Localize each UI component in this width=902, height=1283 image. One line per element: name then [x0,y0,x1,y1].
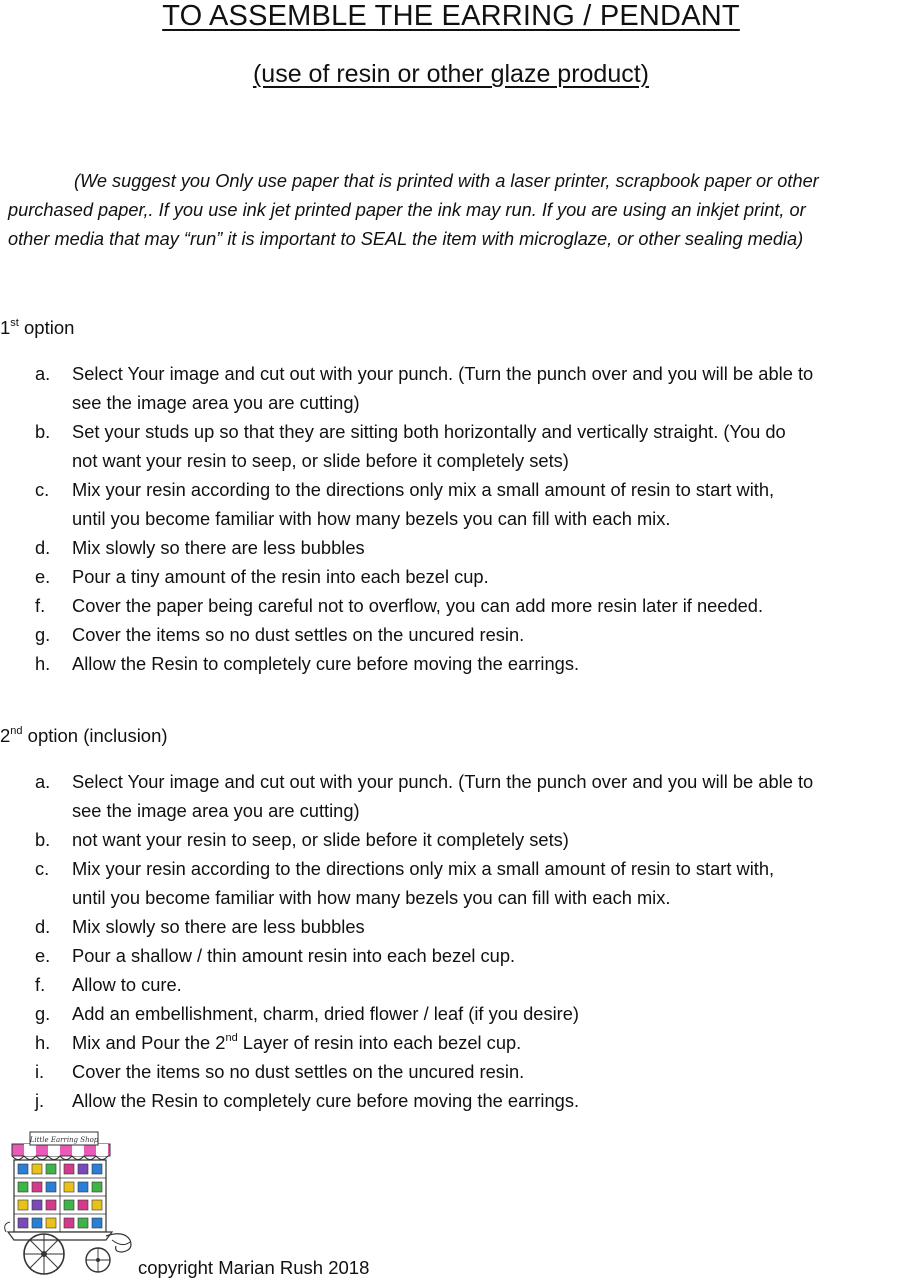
step-marker: e. [35,566,51,587]
list-item [0,1028,902,1057]
step-text: Mix your resin according to the directions only mix a small amount of resin to start with, [72,858,775,879]
step-marker: j. [35,1090,45,1111]
step-text: Allow the Resin to completely cure before moving the earrings. [72,653,580,674]
step-text: not want your resin to seep, or slide before it completely sets) [72,829,569,850]
note-line: (We suggest you Only use paper that is printed with a laser printer, scrapbook paper or other [74,171,819,191]
list-item [0,359,902,417]
copyright-notice: copyright Marian Rush 2018 [138,1257,370,1278]
step-marker: i. [35,1061,45,1082]
option-1-ordinal: st [10,317,19,329]
step-marker: e. [35,945,51,966]
list-item [0,1057,902,1086]
step-ordinal: nd [225,1032,238,1044]
step-marker: b. [35,829,51,850]
step-text: Allow to cure. [72,974,182,995]
list-item [0,999,902,1028]
list-item [0,1086,902,1115]
step-text: until you become familiar with how many bezels you can fill with each mix. [72,508,671,529]
option-2-ordinal: nd [10,725,23,737]
step-text-part: Layer of resin into each bezel cup. [237,1032,522,1053]
option-2-steps [0,767,902,1115]
option-1-heading [0,317,74,339]
step-text: see the image area you are cutting) [72,800,360,821]
step-text: Set your studs up so that they are sitting both horizontally and vertically straight. (You do [72,421,786,442]
step-text: Mix your resin according to the directions only mix a small amount of resin to start with, [72,479,775,500]
step-text: Pour a shallow / thin amount resin into each bezel cup. [72,945,516,966]
list-item [0,912,902,941]
list-item [0,767,902,825]
note-line: other media that may “run” it is important to SEAL the item with microglaze, or other sealing media) [8,229,804,249]
option-1-steps [0,359,902,678]
step-text: not want your resin to seep, or slide before it completely sets) [72,450,569,471]
step-text-part: Mix and Pour the 2 [72,1032,226,1053]
step-marker: c. [35,479,50,500]
step-marker: d. [35,537,51,558]
list-item [0,649,902,678]
step-text: Pour a tiny amount of the resin into each bezel cup. [72,566,489,587]
list-item [0,591,902,620]
step-marker: h. [35,653,51,674]
step-text: Mix slowly so there are less bubbles [72,916,365,937]
list-item [0,562,902,591]
step-marker: c. [35,858,50,879]
list-item [0,475,902,533]
step-text: see the image area you are cutting) [72,392,360,413]
list-item [0,417,902,475]
option-1-label: option [18,317,75,338]
step-marker: f. [35,974,46,995]
step-marker: d. [35,916,51,937]
list-item [0,941,902,970]
note-line: purchased paper,. If you use ink jet printed paper the ink may run. If you are using an inkjet print, or [8,200,806,220]
step-marker: h. [35,1032,51,1053]
step-text: Cover the paper being careful not to overflow, you can add more resin later if needed. [72,595,764,616]
list-item [0,825,902,854]
step-marker: b. [35,421,51,442]
awning [12,1144,110,1160]
step-text: Select Your image and cut out with your punch. (Turn the punch over and you will be able to [72,771,814,792]
step-marker: a. [35,771,51,792]
option-2-label: option (inclusion) [22,725,168,746]
list-item [0,620,902,649]
step-text: until you become familiar with how many bezels you can fill with each mix. [72,887,671,908]
option-1-number: 1 [0,317,11,338]
page-title: TO ASSEMBLE THE EARRING / PENDANT [162,0,740,32]
step-text: Cover the items so no dust settles on the uncured resin. [72,1061,525,1082]
option-2-number: 2 [0,725,11,746]
intro-note [8,167,900,254]
list-item [0,854,902,912]
step-marker: g. [35,624,51,645]
step-text: Allow the Resin to completely cure before moving the earrings. [72,1090,580,1111]
svg-text:Little Earring Shop: Little Earring Shop [29,1136,99,1144]
earring-shop-cart-logo [2,1128,138,1278]
list-item [0,970,902,999]
step-text: Select Your image and cut out with your punch. (Turn the punch over and you will be able to [72,363,814,384]
step-text [72,1028,902,1057]
option-2-heading [0,725,168,747]
list-item [0,533,902,562]
step-marker: g. [35,1003,51,1024]
page-subtitle: (use of resin or other glaze product) [252,60,650,88]
step-text: Mix slowly so there are less bubbles [72,537,365,558]
step-marker: f. [35,595,46,616]
step-marker: a. [35,363,51,384]
shop-sign [29,1132,99,1145]
logo-drawing [2,1128,138,1278]
step-text: Cover the items so no dust settles on the uncured resin. [72,624,525,645]
step-text: Add an embellishment, charm, dried flower / leaf (if you desire) [72,1003,580,1024]
